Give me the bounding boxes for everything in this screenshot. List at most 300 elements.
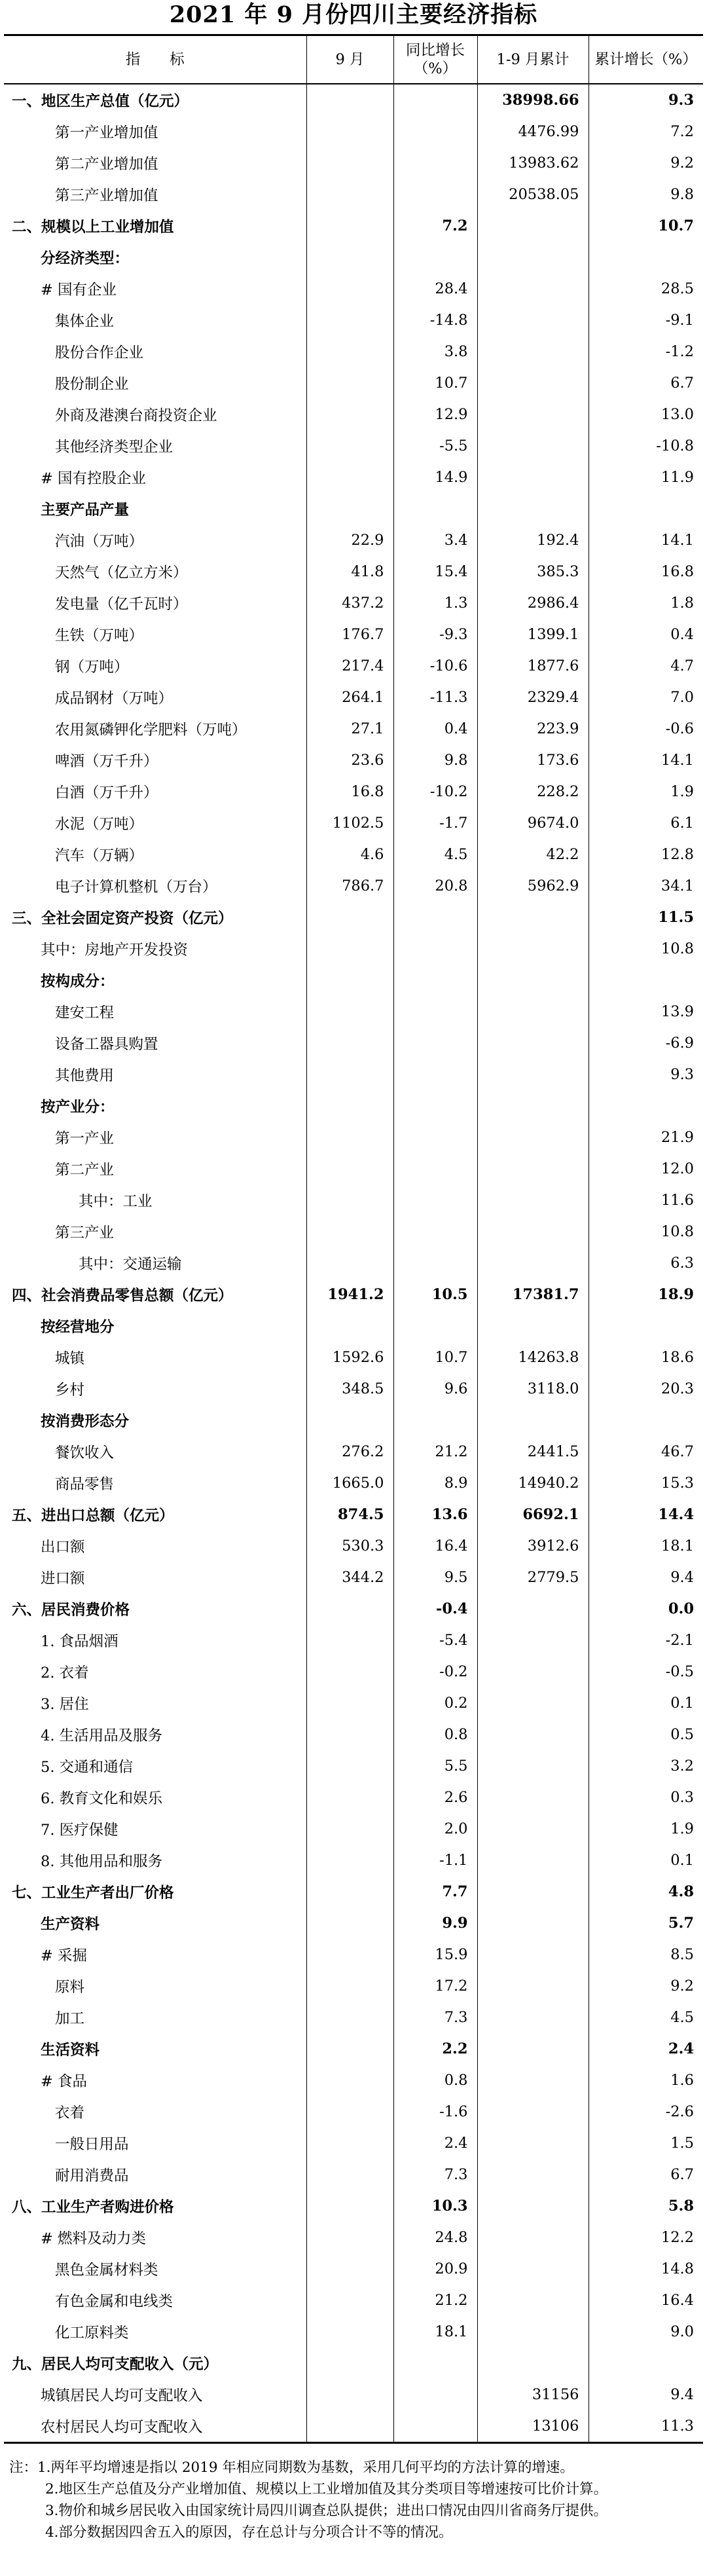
cumulative-value-cell	[477, 1310, 589, 1342]
month-growth-cell: 4.5	[393, 839, 477, 870]
cumulative-value-cell: 20538.05	[477, 179, 589, 210]
cumulative-value-cell	[477, 1845, 589, 1876]
month-growth-cell	[393, 84, 477, 116]
cumulative-growth-cell: 12.2	[589, 2222, 703, 2253]
month-growth-cell: 24.8	[393, 2222, 477, 2253]
month-value-cell	[306, 1405, 393, 1436]
month-growth-cell: 2.6	[393, 1782, 477, 1813]
cumulative-growth-cell	[589, 2347, 703, 2379]
indicator-label: 按产业分：	[41, 1099, 115, 1116]
table-row	[4, 2002, 703, 2033]
indicator-label: 发电量（亿千瓦时）	[55, 596, 188, 613]
month-growth-cell: 20.8	[393, 870, 477, 902]
month-value-cell	[306, 1122, 393, 1153]
table-row	[4, 1656, 703, 1687]
cumulative-value-cell: 223.9	[477, 713, 589, 745]
month-value-cell	[306, 1593, 393, 1625]
cumulative-growth-cell: 10.8	[589, 933, 703, 965]
footnote: 4.部分数据因四舍五入的原因，存在总计与分项合计不等的情况。	[45, 2524, 453, 2541]
cumulative-growth-cell: -0.6	[589, 713, 703, 745]
cumulative-value-cell: 3912.6	[477, 1530, 589, 1562]
month-growth-cell: -0.2	[393, 1656, 477, 1687]
column-header-indicator: 指 标	[4, 35, 306, 84]
month-growth-cell: 9.9	[393, 1907, 477, 1939]
table-row	[4, 430, 703, 462]
month-growth-cell: -1.6	[393, 2096, 477, 2127]
table-row	[4, 1625, 703, 1656]
cumulative-growth-cell: 4.5	[589, 2002, 703, 2033]
cumulative-value-cell	[477, 2159, 589, 2190]
footnotes	[4, 2457, 703, 2543]
cumulative-growth-cell: 9.2	[589, 1970, 703, 2002]
cumulative-value-cell	[477, 933, 589, 965]
month-value-cell	[306, 2222, 393, 2253]
month-value-cell	[306, 1216, 393, 1247]
table-row	[4, 933, 703, 965]
indicator-label: # 国有企业	[41, 282, 117, 299]
cumulative-growth-cell: 14.1	[589, 524, 703, 556]
month-growth-cell: 2.2	[393, 2033, 477, 2065]
cumulative-value-cell	[477, 1090, 589, 1122]
table-row	[4, 462, 703, 493]
month-growth-cell	[393, 2347, 477, 2379]
month-value-cell	[306, 1907, 393, 1939]
month-value-cell	[306, 84, 393, 116]
table-row	[4, 713, 703, 745]
indicator-label: 餐饮收入	[55, 1444, 115, 1462]
column-header-month: 9 月	[306, 35, 393, 84]
month-value-cell	[306, 1247, 393, 1279]
cumulative-growth-cell: 0.0	[589, 1593, 703, 1625]
month-growth-cell	[393, 1027, 477, 1059]
table-row	[4, 2127, 703, 2159]
indicator-label: 4. 生活用品及服务	[41, 1727, 163, 1744]
cumulative-growth-cell	[589, 1090, 703, 1122]
cumulative-growth-cell: -10.8	[589, 430, 703, 462]
month-value-cell	[306, 1876, 393, 1907]
month-growth-cell: 7.7	[393, 1876, 477, 1907]
cumulative-growth-cell: 21.9	[589, 1122, 703, 1153]
table-row	[4, 1122, 703, 1153]
indicator-label: 第二产业	[55, 1162, 115, 1179]
cumulative-growth-cell: 14.8	[589, 2253, 703, 2285]
indicator-label: 四、社会消费品零售总额（亿元）	[12, 1287, 233, 1304]
month-growth-cell: 21.2	[393, 2285, 477, 2316]
table-row	[4, 1027, 703, 1059]
indicator-label: # 国有控股企业	[41, 470, 147, 487]
table-row	[4, 524, 703, 556]
month-growth-cell: -5.4	[393, 1625, 477, 1656]
month-growth-cell: 0.2	[393, 1687, 477, 1719]
cumulative-growth-cell	[589, 242, 703, 273]
cumulative-value-cell: 38998.66	[477, 84, 589, 116]
cumulative-value-cell: 2986.4	[477, 587, 589, 619]
table-row	[4, 1405, 703, 1436]
cumulative-value-cell	[477, 1247, 589, 1279]
month-growth-cell: -11.3	[393, 682, 477, 713]
month-growth-cell: 1.3	[393, 587, 477, 619]
cumulative-value-cell	[477, 430, 589, 462]
table-row	[4, 2410, 703, 2443]
table-row	[4, 2347, 703, 2379]
cumulative-value-cell: 42.2	[477, 839, 589, 870]
indicator-label: 第三产业	[55, 1224, 115, 1242]
month-growth-cell: 3.4	[393, 524, 477, 556]
month-value-cell	[306, 2316, 393, 2347]
month-value-cell	[306, 1656, 393, 1687]
table-row	[4, 2033, 703, 2065]
cumulative-growth-cell: -1.2	[589, 336, 703, 367]
cumulative-growth-cell: -9.1	[589, 304, 703, 336]
month-growth-cell	[393, 965, 477, 996]
cumulative-value-cell	[477, 399, 589, 430]
indicator-label: 七、工业生产者出厂价格	[12, 1885, 174, 1902]
cumulative-growth-cell: 14.4	[589, 1499, 703, 1530]
table-row	[4, 367, 703, 399]
cumulative-growth-cell: 11.3	[589, 2410, 703, 2443]
month-growth-cell	[393, 1310, 477, 1342]
month-value-cell	[306, 2127, 393, 2159]
indicator-label: 6. 教育文化和娱乐	[41, 1790, 163, 1807]
page-title: 2021 年 9 月份四川主要经济指标	[169, 1, 538, 28]
cumulative-value-cell: 228.2	[477, 776, 589, 807]
table-row	[4, 1436, 703, 1467]
table-row	[4, 1813, 703, 1845]
indicator-label: 天然气（亿立方米）	[55, 564, 188, 581]
cumulative-growth-cell: -6.9	[589, 1027, 703, 1059]
month-growth-cell	[393, 1185, 477, 1216]
month-value-cell	[306, 367, 393, 399]
cumulative-value-cell	[477, 2253, 589, 2285]
indicator-label: 汽车（万辆）	[55, 847, 144, 864]
cumulative-value-cell	[477, 462, 589, 493]
month-growth-cell: -5.5	[393, 430, 477, 462]
cumulative-growth-cell: 1.9	[589, 776, 703, 807]
indicator-label: 建安工程	[55, 1004, 115, 1021]
month-growth-cell: -10.2	[393, 776, 477, 807]
cumulative-value-cell	[477, 2222, 589, 2253]
indicator-label: 成品钢材（万吨）	[55, 690, 173, 707]
cumulative-growth-cell: 1.5	[589, 2127, 703, 2159]
table-row	[4, 2096, 703, 2127]
indicator-label: 化工原料类	[55, 2325, 129, 2342]
footnote: 2.地区生产总值及分产业增加值、规模以上工业增加值及其分类项目等增速按可比价计算。	[45, 2481, 608, 2497]
cumulative-growth-cell: 20.3	[589, 1373, 703, 1405]
month-growth-cell: 8.9	[393, 1467, 477, 1499]
table-row	[4, 2285, 703, 2316]
table-row	[4, 682, 703, 713]
table-row	[4, 1530, 703, 1562]
month-growth-cell: 5.5	[393, 1750, 477, 1782]
cumulative-value-cell	[477, 210, 589, 242]
indicator-label: 六、居民消费价格	[12, 1602, 130, 1619]
table-row	[4, 2190, 703, 2222]
cumulative-value-cell	[477, 1059, 589, 1090]
month-value-cell	[306, 965, 393, 996]
cumulative-value-cell	[477, 2347, 589, 2379]
month-value-cell	[306, 116, 393, 147]
indicator-label: 股份合作企业	[55, 344, 144, 361]
table-row	[4, 147, 703, 179]
cumulative-growth-cell	[589, 1310, 703, 1342]
cumulative-value-cell	[477, 1153, 589, 1185]
cumulative-value-cell	[477, 996, 589, 1027]
month-value-cell: 264.1	[306, 682, 393, 713]
indicator-label: # 采掘	[41, 1947, 88, 1964]
month-growth-cell: 9.5	[393, 1562, 477, 1593]
table-row	[4, 965, 703, 996]
month-growth-cell	[393, 242, 477, 273]
indicator-label: 电子计算机整机（万台）	[55, 879, 217, 896]
indicator-label: 加工	[55, 2010, 85, 2027]
cumulative-value-cell	[477, 1719, 589, 1750]
indicator-label: 黑色金属材料类	[55, 2262, 158, 2279]
indicator-label: 一般日用品	[55, 2136, 129, 2153]
indicator-label: 城镇居民人均可支配收入	[41, 2387, 203, 2404]
month-value-cell: 786.7	[306, 870, 393, 902]
cumulative-growth-cell: 9.4	[589, 1562, 703, 1593]
cumulative-value-cell	[477, 1216, 589, 1247]
cumulative-value-cell	[477, 1782, 589, 1813]
month-value-cell	[306, 304, 393, 336]
table-row	[4, 2159, 703, 2190]
month-value-cell	[306, 2379, 393, 2410]
month-growth-cell: -9.3	[393, 619, 477, 650]
cumulative-value-cell: 5962.9	[477, 870, 589, 902]
cumulative-value-cell	[477, 2127, 589, 2159]
month-growth-cell: 28.4	[393, 273, 477, 304]
month-growth-cell: 7.3	[393, 2002, 477, 2033]
table-row	[4, 1719, 703, 1750]
cumulative-value-cell: 17381.7	[477, 1279, 589, 1310]
month-value-cell	[306, 336, 393, 367]
cumulative-growth-cell: 2.4	[589, 2033, 703, 2065]
cumulative-value-cell	[477, 1970, 589, 2002]
month-value-cell	[306, 1059, 393, 1090]
table-row	[4, 116, 703, 147]
month-growth-cell: 15.4	[393, 556, 477, 587]
indicator-label: 8. 其他用品和服务	[41, 1853, 163, 1870]
indicator-label: 生产资料	[41, 1916, 100, 1933]
cumulative-value-cell	[477, 1625, 589, 1656]
month-growth-cell: 13.6	[393, 1499, 477, 1530]
table-row	[4, 2253, 703, 2285]
indicator-label: 按构成分：	[41, 973, 115, 990]
table-row	[4, 210, 703, 242]
month-growth-cell	[393, 1059, 477, 1090]
cumulative-value-cell: 385.3	[477, 556, 589, 587]
table-row	[4, 304, 703, 336]
cumulative-value-cell: 1399.1	[477, 619, 589, 650]
cumulative-growth-cell: 10.7	[589, 210, 703, 242]
table-row	[4, 1970, 703, 2002]
month-value-cell: 874.5	[306, 1499, 393, 1530]
indicator-label: 汽油（万吨）	[55, 533, 144, 550]
month-growth-cell	[393, 147, 477, 179]
month-growth-cell: 10.3	[393, 2190, 477, 2222]
indicator-label: 白酒（万千升）	[55, 784, 158, 801]
cumulative-growth-cell: 9.3	[589, 84, 703, 116]
month-value-cell	[306, 2253, 393, 2285]
indicator-label: 5. 交通和通信	[41, 1759, 134, 1776]
month-value-cell: 437.2	[306, 587, 393, 619]
cumulative-value-cell: 31156	[477, 2379, 589, 2410]
month-growth-cell: 18.1	[393, 2316, 477, 2347]
indicator-label: 衣着	[55, 2105, 85, 2122]
month-value-cell: 23.6	[306, 745, 393, 776]
month-value-cell	[306, 2002, 393, 2033]
cumulative-value-cell: 13106	[477, 2410, 589, 2443]
cumulative-growth-cell: 16.4	[589, 2285, 703, 2316]
cumulative-growth-cell: 9.3	[589, 1059, 703, 1090]
cumulative-growth-cell: 9.0	[589, 2316, 703, 2347]
table-row	[4, 1939, 703, 1970]
month-value-cell: 217.4	[306, 650, 393, 682]
month-growth-cell	[393, 1405, 477, 1436]
month-value-cell: 1592.6	[306, 1342, 393, 1373]
indicator-label: 有色金属和电线类	[55, 2293, 173, 2310]
table-row	[4, 1216, 703, 1247]
cumulative-value-cell	[477, 493, 589, 524]
month-growth-cell: -0.4	[393, 1593, 477, 1625]
month-growth-cell: 12.9	[393, 399, 477, 430]
month-value-cell	[306, 1027, 393, 1059]
indicator-label: # 食品	[41, 2073, 88, 2090]
table-row	[4, 1782, 703, 1813]
cumulative-value-cell	[477, 1593, 589, 1625]
month-value-cell	[306, 273, 393, 304]
month-growth-cell	[393, 1216, 477, 1247]
month-growth-cell: 0.4	[393, 713, 477, 745]
indicator-label: 三、全社会固定资产投资（亿元）	[12, 910, 233, 927]
cumulative-value-cell	[477, 1813, 589, 1845]
indicator-label: 农用氮磷钾化学肥料（万吨）	[55, 722, 247, 739]
table-row	[4, 1310, 703, 1342]
table-row	[4, 1562, 703, 1593]
table-row	[4, 996, 703, 1027]
table-row	[4, 2379, 703, 2410]
month-value-cell: 16.8	[306, 776, 393, 807]
cumulative-growth-cell: 5.8	[589, 2190, 703, 2222]
table-row	[4, 1687, 703, 1719]
month-value-cell	[306, 1939, 393, 1970]
month-value-cell: 1665.0	[306, 1467, 393, 1499]
month-growth-cell: -14.8	[393, 304, 477, 336]
cumulative-value-cell	[477, 2096, 589, 2127]
indicator-label: 集体企业	[55, 313, 115, 330]
cumulative-growth-cell: 13.0	[589, 399, 703, 430]
indicator-label: 五、进出口总额（亿元）	[12, 1507, 174, 1524]
cumulative-growth-cell: 1.9	[589, 1813, 703, 1845]
cumulative-value-cell: 13983.62	[477, 147, 589, 179]
indicator-label: 其中：工业	[79, 1193, 153, 1210]
cumulative-value-cell: 3118.0	[477, 1373, 589, 1405]
table-row	[4, 2065, 703, 2096]
cumulative-growth-cell: -0.5	[589, 1656, 703, 1687]
month-value-cell	[306, 430, 393, 462]
month-growth-cell: 14.9	[393, 462, 477, 493]
cumulative-value-cell	[477, 2002, 589, 2033]
cumulative-value-cell: 173.6	[477, 745, 589, 776]
month-growth-cell	[393, 1153, 477, 1185]
indicator-label: 商品零售	[55, 1476, 115, 1493]
cumulative-growth-cell: 4.8	[589, 1876, 703, 1907]
cumulative-growth-cell: 8.5	[589, 1939, 703, 1970]
table-row	[4, 807, 703, 839]
table-row	[4, 2316, 703, 2347]
month-growth-cell: 2.0	[393, 1813, 477, 1845]
cumulative-value-cell	[477, 1122, 589, 1153]
month-value-cell: 276.2	[306, 1436, 393, 1467]
indicators-table	[4, 34, 703, 2444]
table-row	[4, 1593, 703, 1625]
month-value-cell	[306, 210, 393, 242]
indicator-label: 其他经济类型企业	[55, 439, 173, 456]
month-value-cell	[306, 933, 393, 965]
indicator-label: 按经营地分	[41, 1319, 115, 1336]
cumulative-growth-cell: 6.3	[589, 1247, 703, 1279]
cumulative-value-cell: 2329.4	[477, 682, 589, 713]
month-value-cell	[306, 996, 393, 1027]
table-row	[4, 870, 703, 902]
table-row	[4, 839, 703, 870]
indicator-label: 分经济类型：	[41, 250, 130, 267]
table-row	[4, 1499, 703, 1530]
indicator-label: 其他费用	[55, 1067, 115, 1084]
month-value-cell: 176.7	[306, 619, 393, 650]
month-value-cell	[306, 1845, 393, 1876]
month-value-cell	[306, 1813, 393, 1845]
indicator-label: 主要产品产量	[41, 502, 130, 519]
cumulative-value-cell	[477, 304, 589, 336]
cumulative-growth-cell: 5.7	[589, 1907, 703, 1939]
cumulative-value-cell	[477, 1405, 589, 1436]
table-row	[4, 1059, 703, 1090]
cumulative-value-cell	[477, 2065, 589, 2096]
cumulative-value-cell: 14940.2	[477, 1467, 589, 1499]
month-value-cell	[306, 147, 393, 179]
cumulative-value-cell: 14263.8	[477, 1342, 589, 1373]
table-row	[4, 336, 703, 367]
month-value-cell	[306, 902, 393, 933]
month-growth-cell: 20.9	[393, 2253, 477, 2285]
cumulative-growth-cell: 9.8	[589, 179, 703, 210]
month-growth-cell: 10.7	[393, 367, 477, 399]
cumulative-growth-cell: 6.7	[589, 2159, 703, 2190]
cumulative-growth-cell: 7.2	[589, 116, 703, 147]
month-growth-cell: 0.8	[393, 1719, 477, 1750]
table-row	[4, 1185, 703, 1216]
cumulative-value-cell	[477, 273, 589, 304]
month-growth-cell	[393, 116, 477, 147]
cumulative-growth-cell: 12.0	[589, 1153, 703, 1185]
month-growth-cell: 9.8	[393, 745, 477, 776]
indicator-label: 设备工器具购置	[55, 1036, 158, 1053]
month-value-cell	[306, 2065, 393, 2096]
table-row	[4, 242, 703, 273]
month-value-cell	[306, 462, 393, 493]
indicator-label: 股份制企业	[55, 376, 129, 393]
indicator-label: 第一产业增加值	[55, 124, 158, 141]
month-growth-cell: 3.8	[393, 336, 477, 367]
footnote: 3.物价和城乡居民收入由国家统计局四川调查总队提供；进出口情况由四川省商务厅提供。	[45, 2503, 608, 2519]
cumulative-growth-cell: 28.5	[589, 273, 703, 304]
indicator-label: 八、工业生产者购进价格	[12, 2199, 174, 2216]
table-row	[4, 179, 703, 210]
table-row	[4, 1090, 703, 1122]
indicator-label: 二、规模以上工业增加值	[12, 219, 174, 236]
cumulative-value-cell	[477, 1907, 589, 1939]
